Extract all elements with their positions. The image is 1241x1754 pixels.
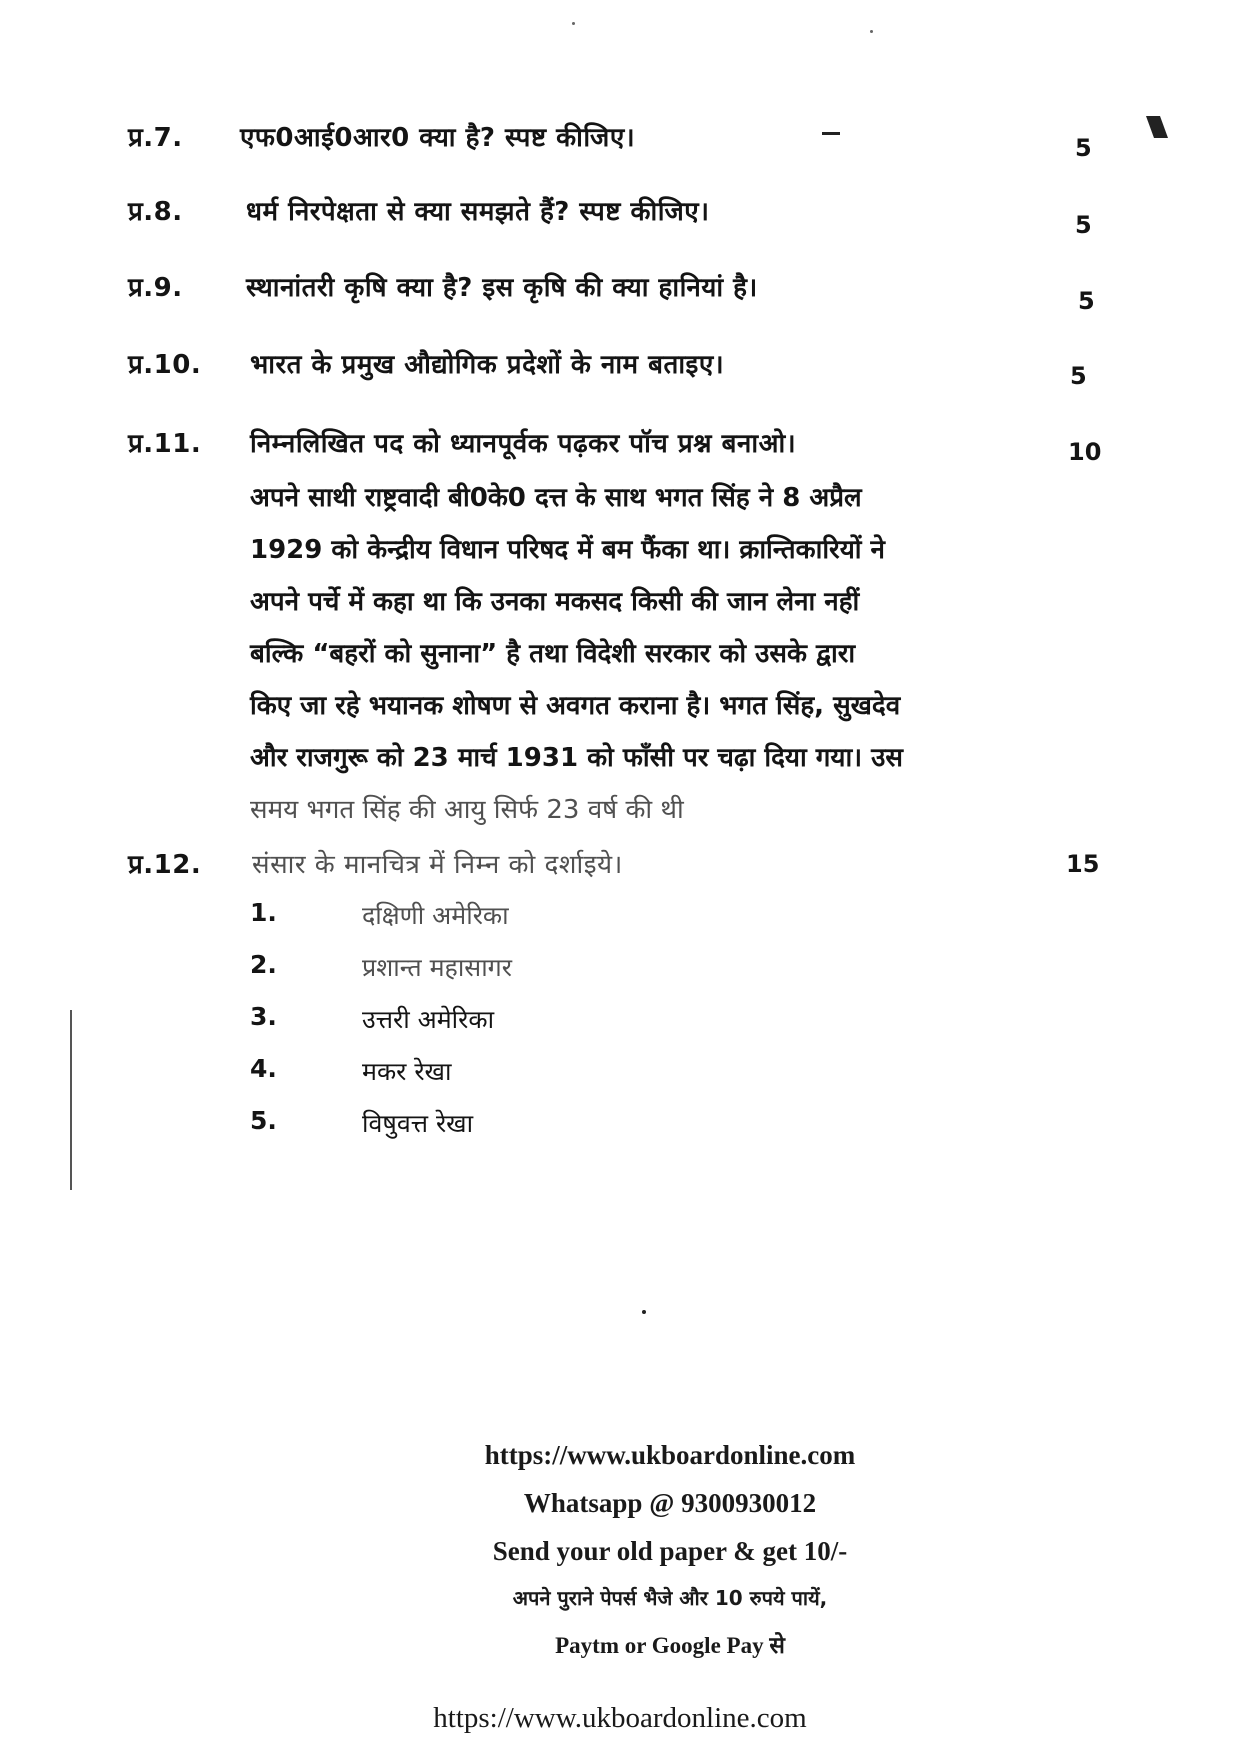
footer-hindi-note: अपने पुराने पेपर्स भैजे और 10 रुपये पायें,	[512, 1586, 828, 1610]
question-11-marks: 10	[1068, 438, 1102, 466]
question-10-marks: 5	[1070, 362, 1087, 390]
question-number: प्र.10.	[128, 350, 202, 380]
item-number: 5.	[250, 1106, 277, 1135]
question-number: प्र.8.	[128, 197, 183, 227]
passage-line: और राजगुरू को 23 मार्च 1931 को फाँसी पर चढ़ा दिया गया। उस	[250, 743, 903, 773]
passage-line: 1929 को केन्द्रीय विधान परिषद में बम फैंका था। क्रान्तिकारियों ने	[250, 535, 885, 565]
passage-line: अपने पर्चे में कहा था कि उनका मकसद किसी की जान लेना नहीं	[250, 587, 860, 617]
question-number: प्र.11.	[128, 429, 202, 459]
footer-url[interactable]: https://www.ukboardonline.com	[484, 1440, 856, 1470]
scan-mark-dash	[822, 132, 840, 135]
item-number: 3.	[250, 1002, 277, 1031]
question-number: प्र.9.	[128, 273, 183, 303]
item-text: मकर रेखा	[362, 1057, 452, 1086]
passage-line: किए जा रहे भयानक शोषण से अवगत कराना है। भगत सिंह, सुखदेव	[250, 691, 901, 721]
item-number: 1.	[250, 898, 277, 927]
question-text: स्थानांतरी कृषि क्या है? इस कृषि की क्या हानियां है।	[246, 273, 758, 303]
question-text: संसार के मानचित्र में निम्न को दर्शाइये।	[252, 850, 623, 880]
scan-mark-corner	[1146, 116, 1168, 138]
passage-line: अपने साथी राष्ट्रवादी बी0के0 दत्त के साथ भगत सिंह ने 8 अप्रैल	[250, 483, 862, 513]
passage-line: बल्कि “बहरों को सुनाना” है तथा विदेशी सरकार को उसके द्वारा	[250, 639, 856, 669]
item-text: दक्षिणी अमेरिका	[362, 901, 509, 930]
question-number: प्र.7.	[128, 123, 183, 153]
scan-speck	[870, 30, 873, 33]
question-text: धर्म निरपेक्षता से क्या समझते हैं? स्पष्ट कीजिए।	[246, 197, 710, 227]
item-text: विषुवत्त रेखा	[362, 1109, 474, 1138]
passage-line: समय भगत सिंह की आयु सिर्फ 23 वर्ष की थी	[250, 795, 684, 825]
item-text: उत्तरी अमेरिका	[362, 1005, 495, 1034]
item-text: प्रशान्त महासागर	[362, 953, 512, 982]
bottom-url[interactable]: https://www.ukboardonline.com	[433, 1702, 807, 1734]
question-number: प्र.12.	[128, 850, 202, 880]
footer-whatsapp: Whatsapp @ 9300930012	[523, 1488, 817, 1518]
question-12-marks: 15	[1066, 850, 1100, 878]
item-number: 4.	[250, 1054, 277, 1083]
question-9-marks: 5	[1078, 287, 1095, 315]
question-8-marks: 5	[1075, 211, 1092, 239]
scan-speck	[642, 1310, 646, 1314]
footer-payment: Paytm or Google Pay से	[555, 1633, 785, 1658]
question-text: निम्नलिखित पद को ध्यानपूर्वक पढ़कर पॉच प्रश्न बनाओ।	[250, 429, 797, 459]
question-text: भारत के प्रमुख औद्योगिक प्रदेशों के नाम बताइए।	[250, 350, 725, 380]
footer-send-paper: Send your old paper & get 10/-	[492, 1536, 848, 1566]
item-number: 2.	[250, 950, 277, 979]
scan-speck	[572, 22, 575, 25]
scan-mark-left	[70, 1010, 72, 1190]
question-7-marks: 5	[1075, 134, 1092, 162]
question-text: एफ0आई0आर0 क्या है? स्पष्ट कीजिए।	[240, 123, 636, 153]
